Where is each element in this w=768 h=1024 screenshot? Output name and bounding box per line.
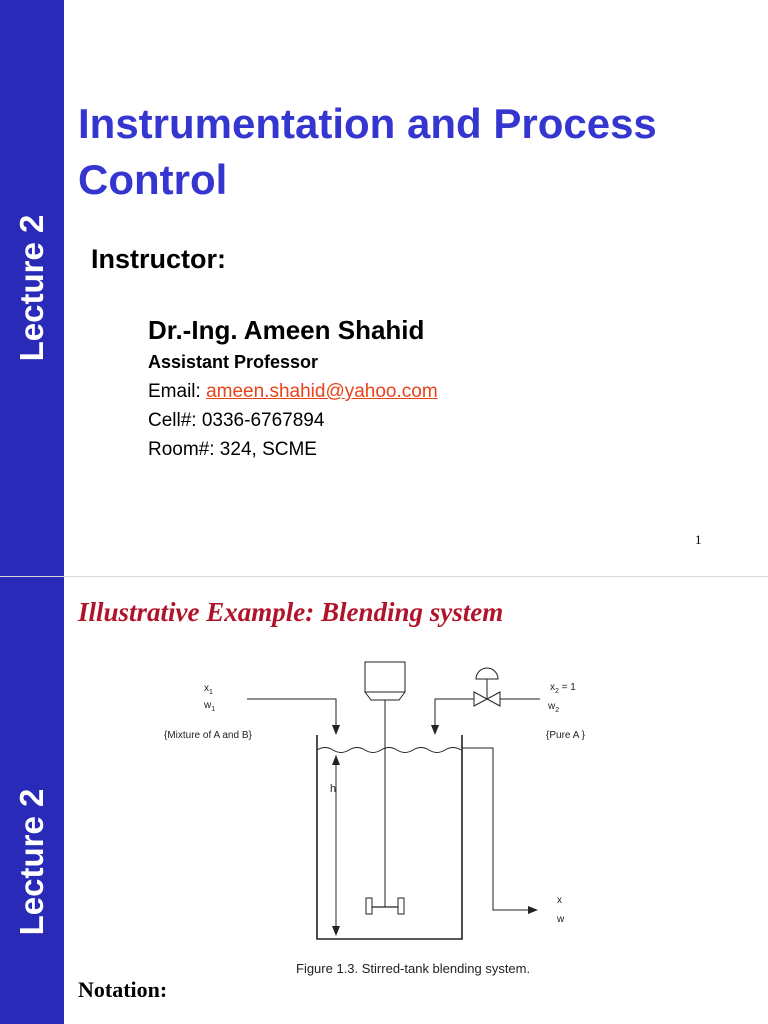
liquid-surface bbox=[317, 748, 461, 753]
blending-system-diagram bbox=[110, 652, 590, 982]
slide-2 bbox=[0, 577, 768, 1024]
outlet-w-label: w bbox=[557, 914, 565, 925]
tank-icon bbox=[317, 735, 462, 939]
inlet1-description: {Mixture of A and B} bbox=[164, 730, 252, 741]
sidebar bbox=[0, 577, 64, 1024]
inlet2-description: {Pure A } bbox=[546, 730, 585, 741]
inlet1-x-label: $x_1$ bbox=[204, 683, 213, 696]
sidebar bbox=[0, 0, 64, 576]
example-title: Illustrative Example: Blending system bbox=[78, 597, 504, 627]
inlet2-w-label: $w_2$ bbox=[548, 701, 560, 714]
cell-number: Cell#: 0336-6767894 bbox=[148, 410, 325, 431]
notation-heading: Notation: bbox=[78, 977, 168, 1002]
inlet2-x-label: $x_2 = 1$ bbox=[550, 682, 576, 695]
email-label: Email: bbox=[148, 381, 207, 402]
page-number: 1 bbox=[695, 532, 702, 547]
motor-icon bbox=[365, 662, 405, 692]
lecture-label: Lecture 2 bbox=[13, 214, 50, 362]
outlet-pipe bbox=[462, 748, 537, 910]
outlet-x-label: x bbox=[557, 895, 562, 906]
inlet1-pipe bbox=[247, 699, 336, 734]
email-link[interactable]: ameen.shahid@yahoo.com bbox=[206, 381, 438, 402]
email-line bbox=[148, 381, 438, 403]
inlet2-pipe-left bbox=[435, 699, 474, 734]
diagram-svg bbox=[110, 652, 590, 982]
inlet1-w-label: $w_1$ bbox=[204, 700, 216, 713]
impeller-blade-left bbox=[366, 898, 372, 914]
lecture-label: Lecture 2 bbox=[13, 788, 50, 936]
instructor-name: Dr.-Ing. Ameen Shahid bbox=[148, 315, 425, 345]
slide-title: Instrumentation and Process Control bbox=[78, 100, 657, 203]
room-number: Room#: 324, SCME bbox=[148, 439, 317, 460]
impeller-blade-right bbox=[398, 898, 404, 914]
instructor-role: Assistant Professor bbox=[148, 352, 319, 372]
height-label: h bbox=[330, 783, 337, 795]
figure-caption: Figure 1.3. Stirred-tank blending system. bbox=[296, 961, 531, 976]
motor-base bbox=[365, 692, 405, 700]
instructor-heading: Instructor: bbox=[91, 244, 226, 274]
valve-actuator-icon bbox=[476, 668, 498, 679]
